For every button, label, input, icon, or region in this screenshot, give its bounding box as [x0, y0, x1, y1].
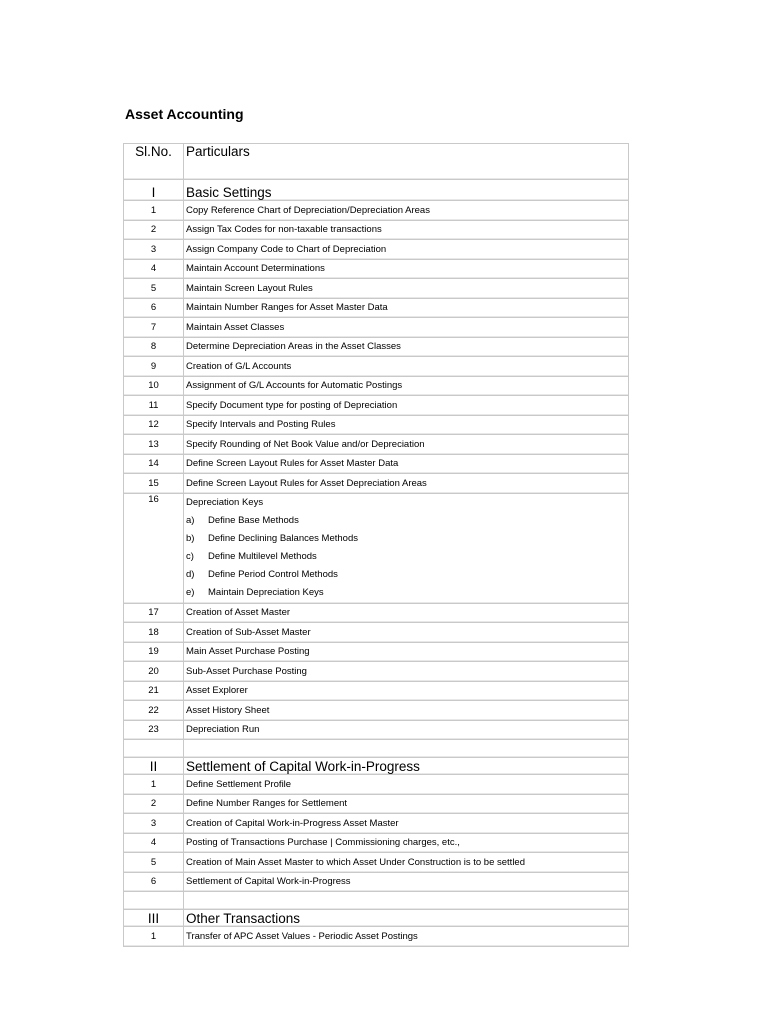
- item-particulars-cell: [184, 681, 629, 701]
- item-text: Creation of Sub-Asset Master: [186, 626, 311, 638]
- item-text: Define Settlement Profile: [186, 778, 292, 790]
- item-number: 4: [124, 833, 184, 853]
- item-particulars-cell: [184, 259, 629, 279]
- item-text: Creation of Asset Master: [186, 607, 291, 619]
- sub-item: [186, 566, 628, 584]
- item-number: 12: [124, 415, 184, 435]
- item-number: 16: [124, 493, 184, 603]
- item-number: 4: [124, 259, 184, 279]
- item-particulars-cell: [184, 833, 629, 853]
- item-particulars-cell: [184, 201, 629, 221]
- item-particulars-cell: [184, 435, 629, 455]
- blank-cell: [184, 740, 629, 758]
- sub-item-letter: e): [186, 587, 195, 599]
- item-text: Define Screen Layout Rules for Asset Master Data: [186, 458, 399, 470]
- item-number: 13: [124, 435, 184, 455]
- item-particulars-cell: [184, 337, 629, 357]
- sub-item-letter: d): [186, 569, 195, 581]
- table-row: [124, 201, 629, 221]
- item-number: 23: [124, 720, 184, 740]
- table-row: [124, 493, 629, 603]
- table-row: [124, 701, 629, 721]
- table-row: [124, 318, 629, 338]
- item-text: Asset History Sheet: [186, 704, 270, 716]
- table-row: [124, 259, 629, 279]
- item-text: Creation of Capital Work-in-Progress Asset Master: [186, 817, 399, 829]
- item-text: Specify Rounding of Net Book Value and/or Depreciation: [186, 438, 425, 450]
- item-text: Specify Document type for posting of Depreciation: [186, 399, 398, 411]
- table-row: [124, 357, 629, 377]
- blank-cell: [124, 740, 184, 758]
- section-number: II: [124, 758, 184, 775]
- item-particulars-cell: [184, 357, 629, 377]
- item-text: Depreciation Keys: [186, 496, 264, 508]
- item-text: Define Screen Layout Rules for Asset Depreciation Areas: [186, 477, 427, 489]
- sub-item: [186, 512, 628, 530]
- item-number: 8: [124, 337, 184, 357]
- item-text: Depreciation Run: [186, 724, 260, 736]
- item-particulars-cell: [184, 474, 629, 494]
- item-number: 20: [124, 662, 184, 682]
- blank-cell: [184, 892, 629, 910]
- table-row: [124, 872, 629, 892]
- section-row: [124, 758, 629, 775]
- section-number: III: [124, 910, 184, 927]
- item-number: 18: [124, 623, 184, 643]
- item-number: 19: [124, 642, 184, 662]
- item-number: 21: [124, 681, 184, 701]
- item-text: Determine Depreciation Areas in the Asset Classes: [186, 341, 401, 353]
- item-number: 6: [124, 298, 184, 318]
- item-number: 1: [124, 927, 184, 947]
- table-row: [124, 279, 629, 299]
- sub-item-text: Define Base Methods: [208, 514, 299, 526]
- table-row: [124, 662, 629, 682]
- item-particulars-cell: [184, 376, 629, 396]
- sub-item-letter: b): [186, 532, 195, 544]
- item-text: Posting of Transactions Purchase | Commissioning charges, etc.,: [186, 837, 460, 849]
- item-particulars-cell: [184, 279, 629, 299]
- sub-item: [186, 584, 628, 602]
- item-number: 9: [124, 357, 184, 377]
- section-row: [124, 180, 629, 201]
- table-row: [124, 814, 629, 834]
- table-row: [124, 337, 629, 357]
- sub-item: [186, 548, 628, 566]
- item-particulars-cell: [184, 814, 629, 834]
- item-particulars-cell: [184, 775, 629, 795]
- item-particulars-cell: [184, 872, 629, 892]
- table-row: [124, 396, 629, 416]
- table-row: [124, 833, 629, 853]
- section-title: Basic Settings: [184, 180, 629, 201]
- table-row: [124, 220, 629, 240]
- item-particulars-cell: [184, 454, 629, 474]
- item-number: 7: [124, 318, 184, 338]
- item-text: Creation of G/L Accounts: [186, 360, 292, 372]
- item-text: Creation of Main Asset Master to which Asset Under Construction is to be settled: [186, 856, 525, 868]
- item-particulars-cell: [184, 701, 629, 721]
- item-text: Maintain Account Determinations: [186, 263, 325, 275]
- item-text: Maintain Number Ranges for Asset Master Data: [186, 302, 388, 314]
- item-number: 15: [124, 474, 184, 494]
- document-title: Asset Accounting: [125, 106, 244, 122]
- sub-item-text: Define Multilevel Methods: [208, 551, 317, 563]
- item-particulars-cell: [184, 415, 629, 435]
- item-text: Maintain Asset Classes: [186, 321, 285, 333]
- item-number: 1: [124, 201, 184, 221]
- item-number: 3: [124, 814, 184, 834]
- section-title: Other Transactions: [184, 910, 629, 927]
- item-particulars-cell: [184, 318, 629, 338]
- item-number: 11: [124, 396, 184, 416]
- item-text: Settlement of Capital Work-in-Progress: [186, 876, 351, 888]
- header-sl-no: Sl.No.: [124, 144, 184, 180]
- item-particulars-cell: [184, 662, 629, 682]
- table-row: [124, 603, 629, 623]
- table-row: [124, 927, 629, 947]
- item-number: 14: [124, 454, 184, 474]
- sub-item-letter: a): [186, 514, 195, 526]
- header-particulars: Particulars: [184, 144, 629, 180]
- item-particulars-cell: [184, 642, 629, 662]
- table-row: [124, 376, 629, 396]
- table-row: [124, 454, 629, 474]
- asset-accounting-table: [123, 143, 629, 947]
- item-particulars-cell: [184, 493, 629, 603]
- item-number: 10: [124, 376, 184, 396]
- item-particulars-cell: [184, 603, 629, 623]
- section-title: Settlement of Capital Work-in-Progress: [184, 758, 629, 775]
- item-particulars-cell: [184, 623, 629, 643]
- item-number: 2: [124, 794, 184, 814]
- item-particulars-cell: [184, 927, 629, 947]
- item-number: 22: [124, 701, 184, 721]
- table-row: [124, 642, 629, 662]
- item-text: Maintain Screen Layout Rules: [186, 282, 313, 294]
- item-text: Transfer of APC Asset Values - Periodic Asset Postings: [186, 930, 418, 942]
- item-number: 2: [124, 220, 184, 240]
- item-particulars-cell: [184, 794, 629, 814]
- sub-item-letter: c): [186, 551, 194, 563]
- item-number: 1: [124, 775, 184, 795]
- item-particulars-cell: [184, 720, 629, 740]
- sub-item-text: Define Period Control Methods: [208, 569, 338, 581]
- table-row: [124, 435, 629, 455]
- item-text: Define Number Ranges for Settlement: [186, 798, 348, 810]
- item-number: 3: [124, 240, 184, 260]
- table-row: [124, 298, 629, 318]
- section-number: I: [124, 180, 184, 201]
- item-text: Assign Tax Codes for non-taxable transactions: [186, 224, 382, 236]
- table-row: [124, 794, 629, 814]
- table-header-row: [124, 144, 629, 180]
- item-particulars-cell: [184, 396, 629, 416]
- item-number: 6: [124, 872, 184, 892]
- table-row: [124, 415, 629, 435]
- item-text: Assign Company Code to Chart of Depreciation: [186, 243, 387, 255]
- item-text: Asset Explorer: [186, 685, 248, 697]
- item-number: 5: [124, 853, 184, 873]
- item-text: Main Asset Purchase Posting: [186, 646, 310, 658]
- sub-item: [186, 530, 628, 548]
- blank-cell: [124, 892, 184, 910]
- section-row: [124, 910, 629, 927]
- item-particulars-cell: [184, 298, 629, 318]
- sub-item-text: Define Declining Balances Methods: [208, 532, 358, 544]
- item-text: Assignment of G/L Accounts for Automatic Postings: [186, 380, 403, 392]
- item-number: 5: [124, 279, 184, 299]
- table-row: [124, 474, 629, 494]
- table-row: [124, 775, 629, 795]
- blank-row: [124, 892, 629, 910]
- table-row: [124, 681, 629, 701]
- item-number: 17: [124, 603, 184, 623]
- table-row: [124, 623, 629, 643]
- table-row: [124, 720, 629, 740]
- item-particulars-cell: [184, 853, 629, 873]
- blank-row: [124, 740, 629, 758]
- table-row: [124, 853, 629, 873]
- table-row: [124, 240, 629, 260]
- item-particulars-cell: [184, 240, 629, 260]
- item-particulars-cell: [184, 220, 629, 240]
- item-text: Specify Intervals and Posting Rules: [186, 419, 336, 431]
- sub-item-text: Maintain Depreciation Keys: [208, 587, 324, 599]
- item-text: Copy Reference Chart of Depreciation/Depreciation Areas: [186, 204, 430, 216]
- item-text: Sub-Asset Purchase Posting: [186, 665, 307, 677]
